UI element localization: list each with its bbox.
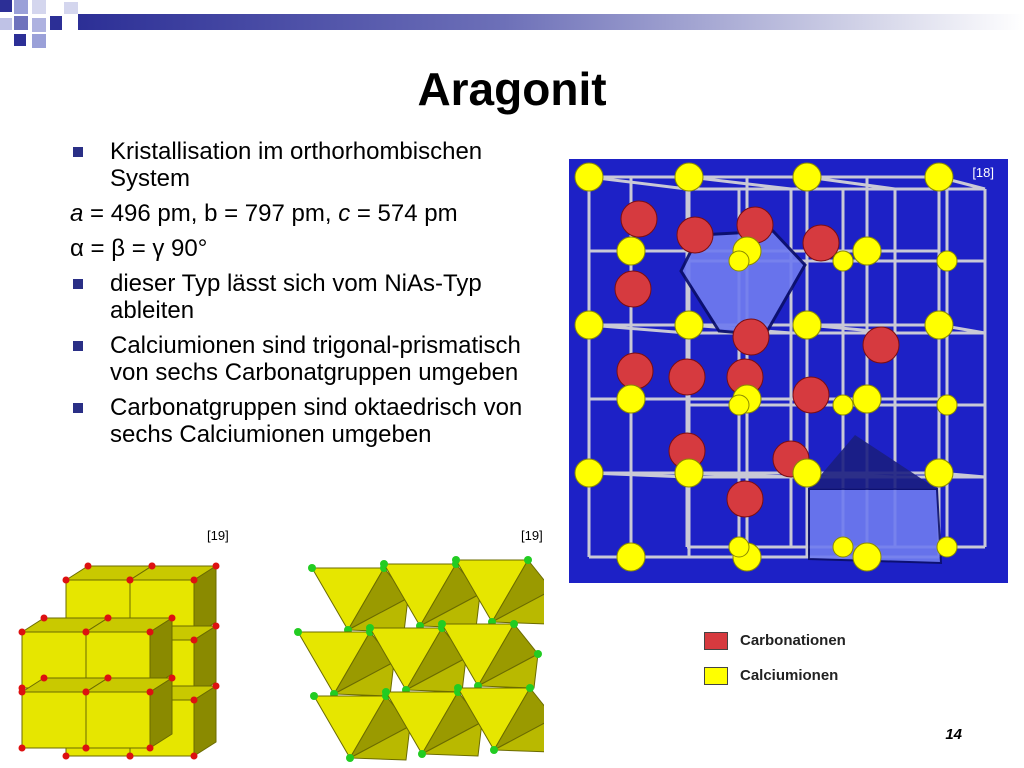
legend-label-calcium: Calciumionen xyxy=(740,667,839,684)
ref-left-image: [19] xyxy=(207,528,229,543)
oxygen-node xyxy=(85,563,92,570)
prism-front-face xyxy=(22,692,86,748)
oxygen-node xyxy=(191,577,198,584)
bullet-item xyxy=(70,394,550,448)
calcium-ion xyxy=(617,385,645,413)
oxygen-node xyxy=(41,615,48,622)
bullet-text: α = β = γ 90° xyxy=(70,235,208,262)
calcium-ion xyxy=(793,311,821,339)
oxygen-node xyxy=(83,689,90,696)
bullet-text: Carbonatgruppen sind oktaedrisch von sechs Calciumionen umgeben xyxy=(110,394,523,448)
prism-polyhedra-image xyxy=(14,548,244,760)
oxygen-node xyxy=(490,746,498,754)
aragonite-lattice-image xyxy=(569,159,1008,583)
calcium-ion xyxy=(833,395,853,415)
oxygen-node xyxy=(19,629,26,636)
oxygen-node xyxy=(308,564,316,572)
oxygen-node xyxy=(191,637,198,644)
bullet-list xyxy=(70,138,550,456)
corner-decoration xyxy=(0,0,90,64)
calcium-ion xyxy=(853,543,881,571)
oxygen-node xyxy=(526,684,534,692)
oxygen-node xyxy=(149,563,156,570)
calcium-ion xyxy=(937,251,957,271)
oxygen-node xyxy=(382,688,390,696)
carbonate-ion xyxy=(803,225,839,261)
legend-swatch-calcium xyxy=(704,667,728,685)
oxygen-node xyxy=(105,615,112,622)
oxygen-node xyxy=(294,628,302,636)
calcium-ion xyxy=(575,459,603,487)
calcium-ion xyxy=(729,537,749,557)
bullet-text: = 496 pm, b = 797 pm, xyxy=(83,200,339,227)
calcium-ion xyxy=(937,537,957,557)
slide-title: Aragonit xyxy=(417,63,607,115)
calcium-ion xyxy=(853,237,881,265)
prism-front-face xyxy=(86,692,150,748)
bullet-text: a xyxy=(70,200,84,227)
oxygen-node xyxy=(127,753,134,760)
carbonate-ion xyxy=(621,201,657,237)
calcium-ion xyxy=(729,251,749,271)
oxygen-node xyxy=(510,620,518,628)
oxygen-node xyxy=(83,745,90,752)
oxygen-node xyxy=(191,697,198,704)
oxygen-node xyxy=(63,753,70,760)
calcium-ion xyxy=(925,311,953,339)
oxygen-node xyxy=(438,620,446,628)
bullet-item xyxy=(70,235,550,262)
oxygen-node xyxy=(169,615,176,622)
carbonate-ion xyxy=(617,353,653,389)
calcium-ion xyxy=(937,395,957,415)
oxygen-node xyxy=(169,675,176,682)
lattice-bond xyxy=(689,177,791,189)
oxygen-node xyxy=(147,689,154,696)
oxygen-node xyxy=(534,650,542,658)
carbonate-ion xyxy=(677,217,713,253)
oxygen-node xyxy=(380,560,388,568)
lattice-bond xyxy=(589,177,687,189)
bullet-item xyxy=(70,200,550,227)
oxygen-node xyxy=(366,624,374,632)
calcium-ion xyxy=(833,251,853,271)
calcium-ion xyxy=(925,459,953,487)
bullet-item xyxy=(70,138,550,192)
bullet-item xyxy=(70,270,550,324)
calcium-ion xyxy=(675,459,703,487)
carbonate-ion xyxy=(863,327,899,363)
carbonate-ion xyxy=(669,359,705,395)
calcium-ion xyxy=(925,163,953,191)
calcium-ion xyxy=(729,395,749,415)
carbonate-ion xyxy=(793,377,829,413)
oxygen-node xyxy=(454,684,462,692)
carbonate-ion xyxy=(727,481,763,517)
oxygen-node xyxy=(83,629,90,636)
calcium-ion xyxy=(575,163,603,191)
oxygen-node xyxy=(147,745,154,752)
carbonate-ion xyxy=(615,271,651,307)
calcium-ion xyxy=(675,311,703,339)
calcium-ion xyxy=(833,537,853,557)
calcium-ion xyxy=(853,385,881,413)
bullet-text: = 574 pm xyxy=(350,200,458,227)
oxygen-node xyxy=(147,629,154,636)
oxygen-node xyxy=(41,675,48,682)
bullet-item xyxy=(70,332,550,386)
bullet-text: Kristallisation im orthorhombischen System xyxy=(110,138,483,192)
octahedra-image xyxy=(272,548,544,764)
coordination-polyhedron xyxy=(809,435,937,489)
bullet-text: dieser Typ lässt sich vom NiAs-Typ ableiten xyxy=(110,270,482,324)
oxygen-node xyxy=(63,577,70,584)
ref-right-image: [19] xyxy=(521,528,543,543)
oxygen-node xyxy=(213,623,220,630)
oxygen-node xyxy=(191,753,198,760)
legend-swatch-carbonate xyxy=(704,632,728,650)
header-gradient-bar xyxy=(78,14,1024,30)
bullet-text: Calciumionen sind trigonal-prismatisch von sechs Carbonatgruppen umgeben xyxy=(110,332,521,386)
oxygen-node xyxy=(105,675,112,682)
oxygen-node xyxy=(346,754,354,762)
calcium-ion xyxy=(575,311,603,339)
calcium-ion xyxy=(617,543,645,571)
oxygen-node xyxy=(19,689,26,696)
calcium-ion xyxy=(617,237,645,265)
calcium-ion xyxy=(793,163,821,191)
oxygen-node xyxy=(213,563,220,570)
page-number: 14 xyxy=(945,726,962,743)
oxygen-node xyxy=(310,692,318,700)
oxygen-node xyxy=(19,745,26,752)
bullet-text: c xyxy=(338,200,351,227)
oxygen-node xyxy=(213,683,220,690)
legend-label-carbonate: Carbonationen xyxy=(740,632,846,649)
ref-lattice: [18] xyxy=(972,165,994,180)
oxygen-node xyxy=(452,556,460,564)
lattice-drawing xyxy=(569,159,1008,583)
oxygen-node xyxy=(418,750,426,758)
oxygen-node xyxy=(127,577,134,584)
oxygen-node xyxy=(524,556,532,564)
carbonate-ion xyxy=(733,319,769,355)
calcium-ion xyxy=(793,459,821,487)
calcium-ion xyxy=(675,163,703,191)
